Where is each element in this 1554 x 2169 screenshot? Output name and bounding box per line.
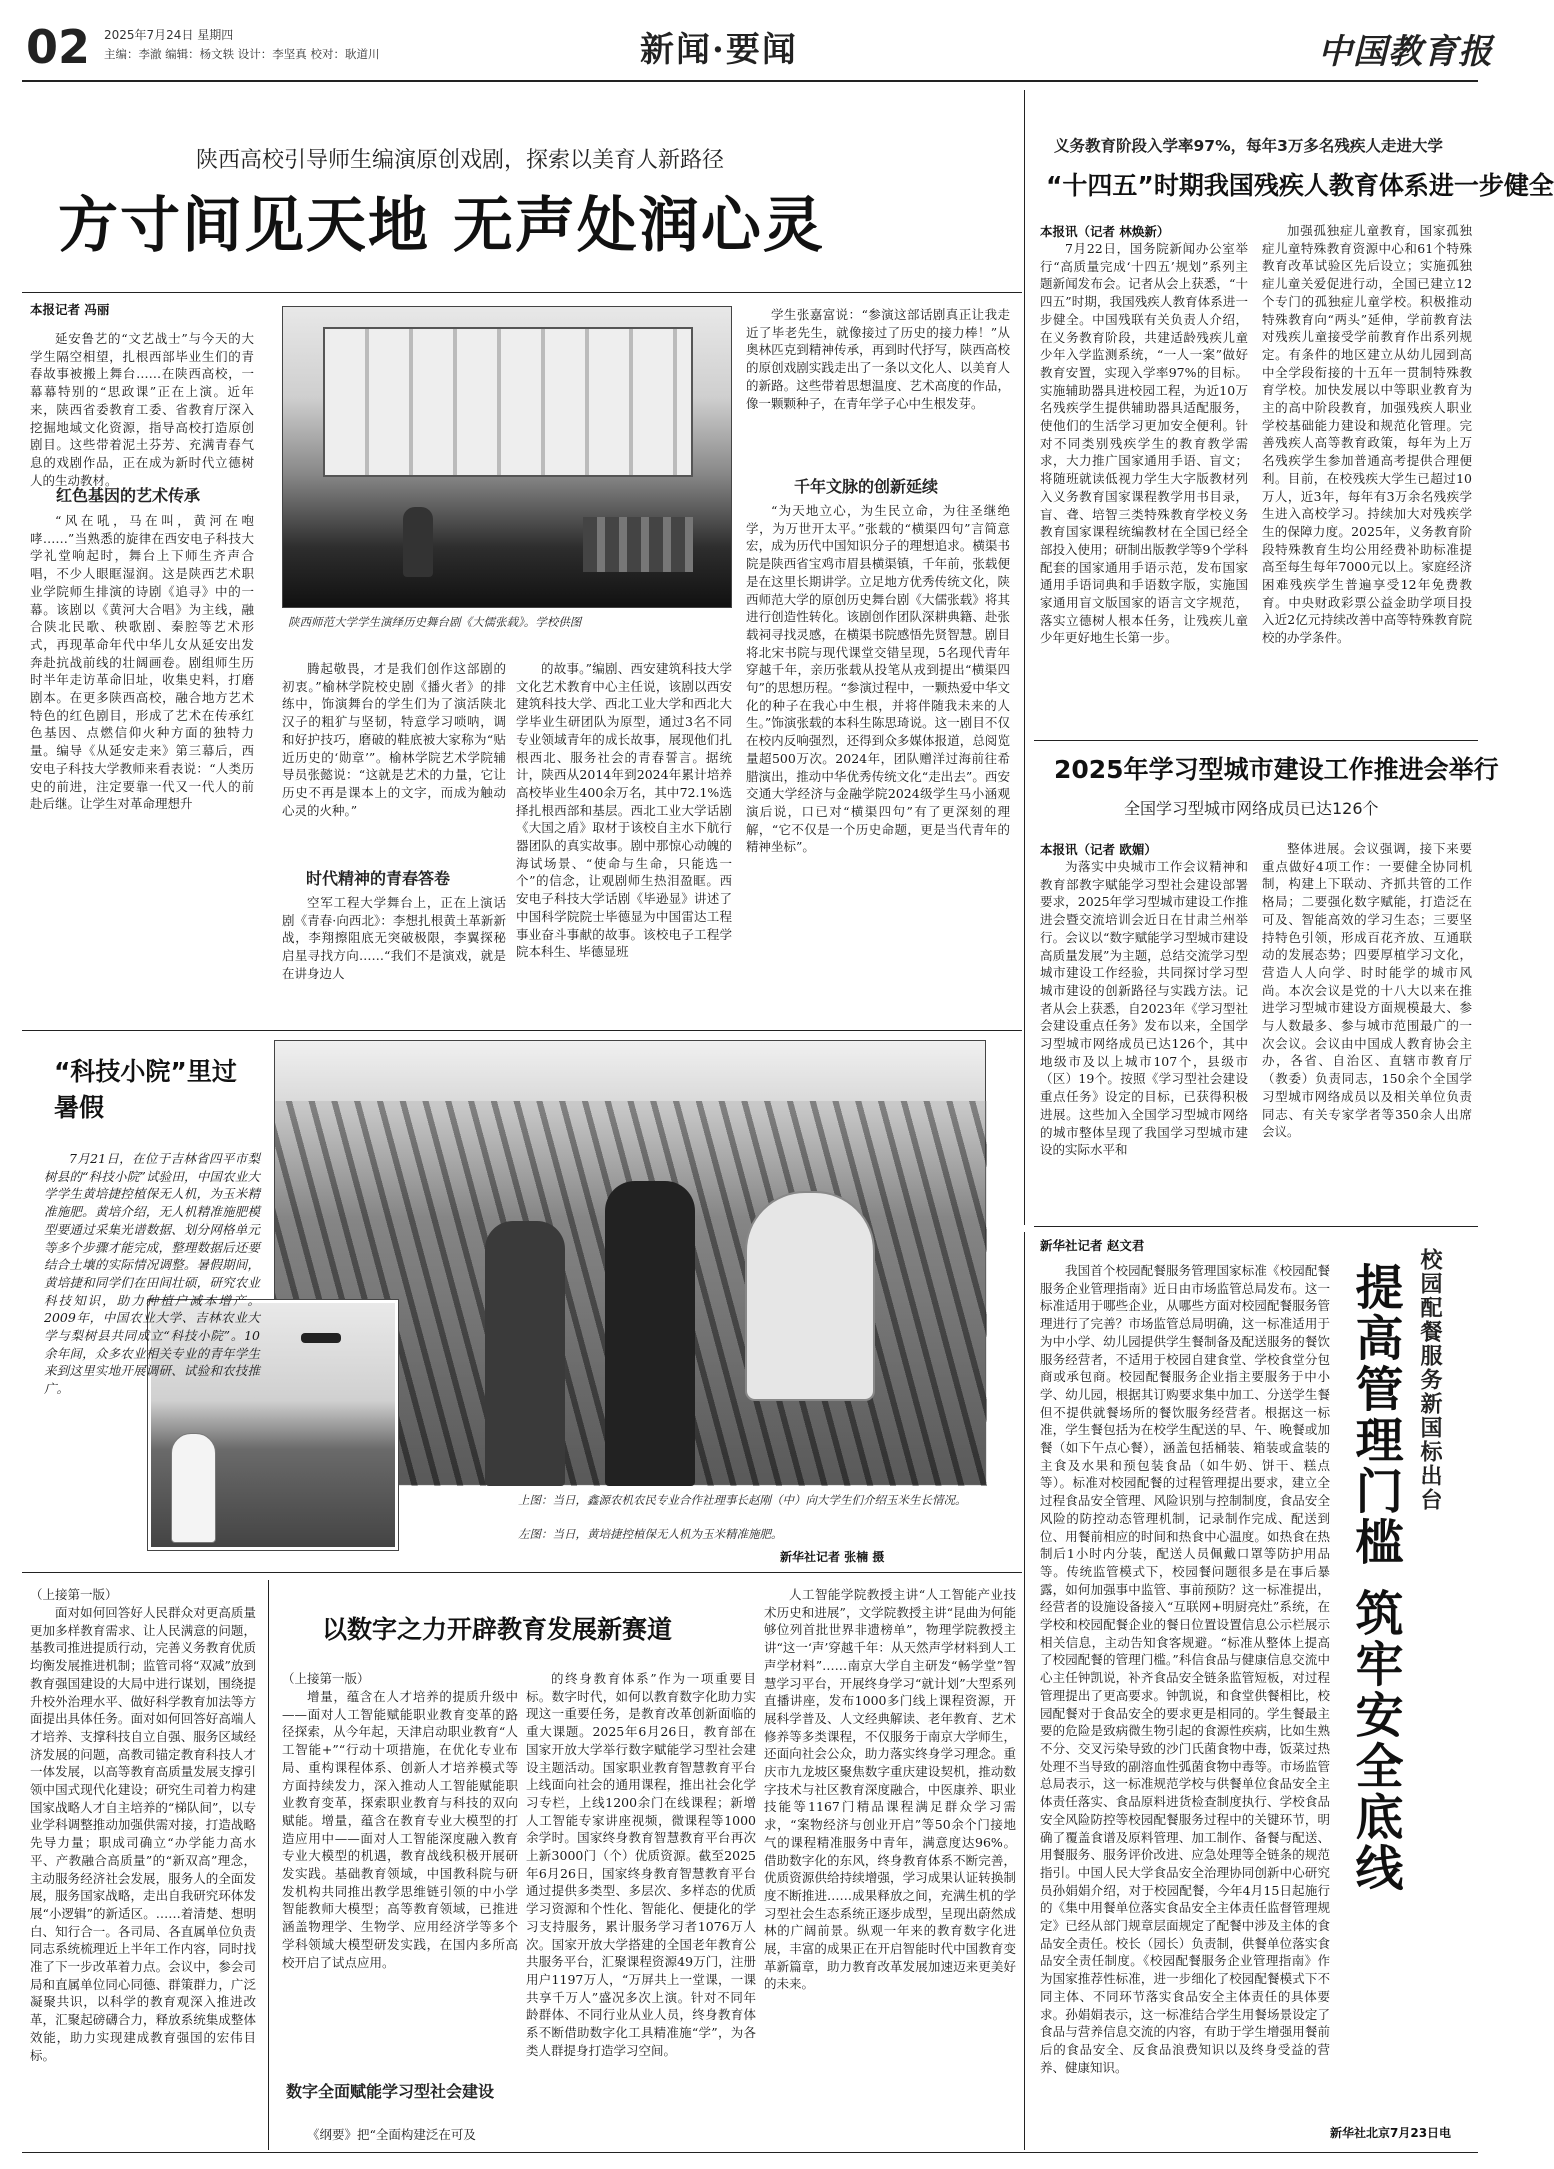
divider-bottom xyxy=(22,1572,1022,1573)
a6-headline: 以数字之力开辟教育发展新赛道 xyxy=(322,1615,673,1644)
a3-subhead: 全国学习型城市网络成员已达126个 xyxy=(1124,799,1379,818)
page-bottom-rule xyxy=(22,2152,1478,2153)
a6-sub-learning-society: 数字全面赋能学习型社会建设 xyxy=(286,2082,495,2101)
a1-sub-red-gene: 红色基因的艺术传承 xyxy=(56,486,201,505)
a1-sub-heritage: 千年文脉的创新延续 xyxy=(794,477,939,496)
a6-col3-text: 人工智能学院教授主讲“人工智能产业技术历史和进展”，文学院教授主讲“昆曲为何能够位列首批世界非遗榜单”，物理学院教授主讲“这一‘声’穿越千年：从天然声学材料到人工声学材料”……南京大学自主研发“畅学堂”智慧学习平台，开展终身学习“就计划”大型系列直播讲座，发布1000多门线上课程资源，开展科学普及、人文经典解读、老年教育、艺术修养等多类课程，不仅服务于南京大学师生，还面向社会公众，助力落实终身学习理念。重庆市九龙坡区聚焦数字重庆建设契机，推动数字技术与社区教育深度融合，中医康养、职业技能等1167门精品课程满足群众学习需求，“案物经济与创业开启”等50余个门接地气的课程精准服务中青年，满意度达96%。借助数字化的东风，终身教育体系不断完善，优质资源供给持续增强，学习成果认证转换制度不断推进……成果释放之间，充满生机的学习型社会生态系统正逐步成型，呈现出蔚然成林的广阔前景。纵观一年来的教育数字化进展，丰富的成果正在开启智能时代中国教育变革新篇章，助力教育改革发展加速迈来更美好的未来。 xyxy=(764,1587,1016,1992)
a7-body-text: 我国首个校园配餐服务管理国家标准《校园配餐服务企业管理指南》近日由市场监管总局发布。这一标准适用于哪些企业，从哪些方面对校园配餐服务管理进行了完善？市场监管总局明确，这一标准适用于为中小学、幼儿园提供学生餐制备及配送服务的餐饮服务经营者，不适用于校园自建食堂、学校食堂分包商或承包商。校园配餐服务企业指主要服务于中小学、幼儿园，根据其订购要求集中加工、分送学生餐但不提供就餐场所的餐饮服务经营者。根据这一标准，学生餐包括为在校学生配送的早、午、晚餐或加餐（如下午点心餐），涵盖包括桶装、箱装或盒装的主食及水果和预包装食品（如牛奶、饼干、糕点等）。标准对校园配餐的过程管理提出要求，建立全过程食品安全管理、风险识别与控制制度，食品安全风险的防控动态管理机制，记录制作完成、配送到位、用餐前相应的时间和热食中心温度。如热食在热制后1小时内分装，配送人员佩戴口罩等防护用品等。传统监管模式下，校园餐问题很多是在事后暴露，如何加强事中监管、事前预防？这一标准提出，经营者的设施设备接入“互联网+明厨亮灶”系统，在学校和校园配餐企业的餐日位置设置信息公示栏展示相关信息，主动告知食客规避。“标准从整体上提高了校园配餐的管理门槛。”科信食品与健康信息交流中心主任钟凯说，补齐食品安全链条监管短板，对过程管理提出了更高要求。钟凯说，和食堂供餐相比，校园配餐对于食品安全的要求更是相同的。学生餐最主要的危险是致病微生物引起的食源性疾病，比如生熟不分、交叉污染导致的沙门氏菌食物中毒，饭菜过热处理不当导致的副溶血性弧菌食物中毒等。市场监管总局表示，这一标准规范学校与供餐单位食品安全主体责任落实、食品原料进货检查制度执行、学校食品安全风险防控等校园配餐服务过程中的关键环节，明确了覆盖食谱及原料管理、加工制作、备餐与配送、用餐服务、服务评价改进、应急处理等全链条的规范指引。中国人民大学食品安全治理协同创新中心研究员孙娟娟介绍，对于校园配餐，今年4月15日起施行的《集中用餐单位落实食品安全主体责任监督管理规定》已经从部门规章层面规定了配餐中涉及主体的食品安全责任。校长（园长）负责制，供餐单位落实食品安全责任制度。《校园配餐服务企业管理指南》作为国家推荐性标准，进一步细化了校园配餐模式下不同主体、不同环节落实食品安全主体责任的具体要求。孙娟娟表示，这一标准结合学生用餐场景设定了食品与营养信息交流的内容，有助于学生增强用餐前后的食品安全、反食品浪费知识以及终身受益的营养、健康知识。 xyxy=(1040,1263,1330,2075)
a1-col4-text: 学生张嘉富说：“参演这部话剧真正让我走近了毕老先生，就像接过了历史的接力棒！”从奥林匹克到精神传承，再到时代抒写，陕西高校的原创戏剧实践走出了一条以文化人、以美育人的新路。这些带着思想温度、艺术高度的作品，像一颗颗种子，在青年学子心中生根发芽。 xyxy=(746,307,1010,411)
person-left xyxy=(485,1221,565,1486)
divider-right-mid xyxy=(1034,1226,1478,1227)
a1-byline: 本报记者 冯丽 xyxy=(30,302,110,317)
inset-person xyxy=(171,1433,216,1543)
drone-icon xyxy=(301,1333,341,1343)
divider-a2-a3 xyxy=(1034,740,1478,741)
stage-figure xyxy=(403,507,433,577)
a1-col1-text: 延安鲁艺的“文艺战士”与今天的大学生隔空相望，扎根西部毕业生们的青春故事被搬上舞台……在陕西高校，一幕幕特别的“思政课”正在上演。近年来，陕西省委教育工委、省教育厅深入挖掘地域文化资源，指导高校打造原创剧目。这些带着泥土芬芳、充满青春气息的戏剧作品，正在成为新时代立德树人的生动教材。 xyxy=(30,331,254,488)
a7-kicker: 校园配餐服务新国标出台 xyxy=(1417,1248,1442,1512)
a5-col1-text: 面对如何回答好人民群众对更高质量更加多样教育需求、让人民满意的问题，基教司推进提质行动，完善义务教育优质均衡发展推进机制；监管司将“双减”放到教育强国建设的大局中进行谋划，围绕提升校外治理水平、做好科学教育加法等方面提出具体任务。面对如何回答好高端人才培养、支撑科技自立自强、服务区域经济发展的问题，高教司锚定教育科技人才一体发展，以高等教育高质量发展支撑引领中国式现代化建设；研究生司着力构建国家战略人才自主培养的“梯队间”，以专业学科调整推动加强供需对接，打造战略先导力量；职成司确立“办学能力高水平、产教融合高质量”的“新双高”理念，主动服务经济社会发展，服务人的全面发展，服务国家战略，走出自我研究环体发展“小逻辑”的新适区。……着清楚、想明白、知行合一。各司局、各直属单位负责同志系统梳理近上半年工作内容，同时找准了下一步改革着力点。会议中，参会司局和直属单位同心同德、群策群力，广泛凝聚共识，以科学的教育观深入推进改革，汇聚起磅礴合力，释放系统集成整体效能，助力实现建成教育强国的宏伟目标。 xyxy=(30,1605,256,2063)
a4-body-text-cont xyxy=(44,1302,140,1546)
a1-kicker: 陕西高校引导师生编演原创戏剧，探索以美育人新路径 xyxy=(196,148,725,173)
a7-byline: 新华社记者 赵文君 xyxy=(1040,1238,1145,1253)
a1-headline: 方寸间见天地 无声处润心灵 xyxy=(58,191,825,261)
a1-stage-photo xyxy=(282,306,732,608)
a1-col2b-text: 空军工程大学舞台上，正在上演话剧《青春·向西北》：李想扎根黄土革新新战，李翔擦阻底无突破极限，李翼探秘启星寻找方向……“我们不是演戏，就是在讲身边人 xyxy=(282,895,506,981)
a2-col2-text: 加强孤独症儿童教育，国家孤独症儿童特殊教育资源中心和61个特殊教育改革试验区先后设立；实施孤独症儿童关爱促进行动，全国已建立12个专门的孤独症儿童学校。积极推动特殊教育向“两头”延伸，学前教育法对残疾儿童接受学前教育作出系列规定。有条件的地区建立从幼儿园到高中全学段衔接的十五年一贯制特殊教育学校。加快发展以中等职业教育为主的高中阶段教育，加强残疾人职业学校基础能力建设和规范化管理。完善残疾人高等教育政策，每年为上万名残疾学生参加普通高考提供合理便利。目前，在校残疾大学生已超过10万人，近3年，每年有3万余名残疾学生进入高校学习。持续加大对残疾学生的保障力度。2025年，义务教育阶段特殊教育生均公用经费补助标准提高至每生每年7000元以上。家庭经济困难残疾学生普遍享受12年免费教育。中央财政彩票公益金助学项目投入近2亿元持续改善中高等特殊教育院校的办学条件。 xyxy=(1262,223,1472,646)
divider-middle xyxy=(22,1030,1022,1031)
a4-photo-credit: 新华社记者 张楠 摄 xyxy=(780,1550,885,1564)
a1-sub-youth: 时代精神的青春答卷 xyxy=(306,869,451,888)
divider-vertical-bottom-2 xyxy=(1024,1232,1025,2150)
a1-rule xyxy=(22,292,1022,293)
a2-col1-text: 7月22日，国务院新闻办公室举行“高质量完成‘十四五’规划”系列主题新闻发布会。记者从会上获悉，“十四五”时期，我国残疾人教育体系进一步健全。中国残联有关负责人介绍，在义务教育阶段，共建适龄残疾儿童少年入学监测系统，“一人一案”做好教育安置，实现入学率97%的目标。实施辅助器具进校园工程，为近10万名残疾学生提供辅助器具适配服务，使他们的生活学习更加安全便利。针对不同类别残疾学生的教育教学需求，大力推广国家通用手语、盲文；将随班就读低视力学生大字版教材列入义务教育国家课程教学用书目录，盲、聋、培智三类特殊教育学校义务教育国家课程统编教材在全国已经全部投入使用；研制出版教学等9个学科配套的国家通用手语示范，发布国家通用手语词典和手语数字版，实施国家通用盲文版国家的语言文字规范，落实立德树人根本任务，让残疾儿童少年更好地生长第一步。 xyxy=(1040,241,1248,646)
person-hat xyxy=(745,1191,875,1401)
a3-col2-text: 整体进展。会议强调，接下来要重点做好4项工作：一要健全协同机制，构建上下联动、齐抓共管的工作格局；二要强化数字赋能，打造泛在可及、智能高效的学习生态；三要坚持特色引领，形成百花齐放、互通联动的发展态势；四要厚植学习文化，营造人人向学、时时能学的城市风尚。本次会议是党的十八大以来在推进学习型城市建设方面规模最大、参与人数最多、参与城市范围最广的一次会议。会议由中国成人教育协会主办，各省、自治区、直辖市教育厅（教委）负责同志，150余个全国学习型城市网络成员以及相关单位负责同志、有关专家学者等350余人出席会议。 xyxy=(1262,841,1472,1140)
a1-col4b-text: “为天地立心，为生民立命，为往圣继绝学，为万世开太平。”张载的“横渠四句”言简意宏，成为历代中国知识分子的理想追求。横渠书院是陕西省宝鸡市眉县横渠镇，千年前，张载便是在这里长期讲学。立足地方优秀传统文化，陕西师范大学的原创历史舞台剧《大儒张载》将其进行创造性转化。该剧创作团队深耕典籍、赴张载祠寻找灵感，在横渠书院感悟先贤智慧。剧目将北宋书院与现代课堂交错呈现，5名现代青年穿越千年，亲历张载从投笔从戎到提出“横渠四句”的思想历程。“参演过程中，一颗热爱中华文化的种子在我心中生根，并将伴随我未来的人生。”饰演张载的本科生陈思琦说。这一剧目不仅在校内反响强烈，还得到众多媒体报道，总阅览量超500万次。2024年，团队赠洋过海前往希腊演出，推动中华优秀传统文化“走出去”。西安交通大学经济与金融学院2024级学生马小涵观演后说，口已对“横渠四句”有了更深刻的理解，“它不仅是一个历史命题，更是当代青年的精神坐标”。 xyxy=(746,503,1010,855)
a5-continued: （上接第一版） xyxy=(30,1587,118,1602)
a6-continued: （上接第一版） xyxy=(282,1671,370,1686)
a4-headline: “科技小院”里过暑假 xyxy=(54,1057,237,1122)
staff-line: 主编：李澈 编辑：杨文轶 设计：李坚真 校对：耿道川 xyxy=(104,47,380,61)
a6-col1-text: 增量，蕴含在人才培养的提质升级中——面对人工智能赋能职业教育变革的路径探索，从今年起，天津启动职业教育“人工智能+”“行动十项措施，在优化专业布局、重构课程体系、创新人才培养模式等方面持续发力，深入推动人工智能赋能职业教育变革，探索职业教育与科技的双向赋能。增量，蕴含在教育专业大模型的打造应用中——面对人工智能深度融入教育专业大模型的机遇，教育战线积极开展研发实践。基础教育领域，中国教科院与研发机构共同推出教学思维链引领的中小学智能教师大模型；高等教育领域，已推进涵盖物理学、生物学、应用经济学等多个学科领域大模型研发实践，在国内多所高校开启了试点应用。 xyxy=(282,1689,518,1970)
a3-headline: 2025年学习型城市建设工作推进会举行 xyxy=(1054,755,1499,784)
a3-col1-text: 为落实中央城市工作会议精神和教育部教字赋能学习型社会建设部署要求，2025年学习型城市建设工作推进会暨交流培训会近日在甘肃兰州举行。会议以“数字赋能学习型城市建设高质量发展”为主题，总结交流学习型城市建设工作经验，共同探讨学习型城市建设的创新路径与实践方法。记者从会上获悉，自2023年《学习型社会建设重点任务》发布以来，全国学习型城市网络成员已达126个，其中地级市及以上城市107个，县级市（区）19个。按照《学习型社会建设重点任务》设定的目标，已获得积极进展。这些加入全国学习型城市网络的城市整体呈现了我国学习型城市建设的实际水平和 xyxy=(1040,859,1248,1158)
person-center xyxy=(605,1181,695,1486)
section-title: 新闻·要闻 xyxy=(640,30,798,70)
divider-vertical-bottom-1 xyxy=(268,1580,269,2150)
a4-body-text: 7月21日，在位于吉林省四平市梨树县的“科技小院”试验田，中国农业大学学生黄培捷控植保无人机，为玉米精准施肥。黄培介绍，无人机精准施肥模型要通过采集光谱数据、划分网格单元等多个步骤才能完成，整理数据后还要结合土壤的实际情况调整。暑假期间，黄培捷和同学们在田间壮硕，研究农业科技知识，助力种植户减本增产。2009年，中国农业大学、吉林农业大学与梨树县共同成立“科技小院”。10余年间，众多农业相关专业的青年学生来到这里实地开展调研、试验和农技推广。 xyxy=(44,1151,260,1397)
a6-col1b-text: 《纲要》把“全面构建泛在可及 xyxy=(307,2127,476,2142)
a1-photo-caption: 陕西师范大学学生演绎历史舞台剧《大儒张载》。学校供图 xyxy=(288,615,582,629)
a7-dateline: 新华社北京7月23日电 xyxy=(1330,2126,1452,2140)
a2-byline: 本报讯（记者 林焕新） xyxy=(1040,224,1170,239)
date-line: 2025年7月24日 星期四 xyxy=(104,28,234,42)
stage-backdrop xyxy=(323,327,693,477)
paper-logo: 中国教育报 xyxy=(1318,32,1493,72)
a4-caption-left: 左图：当日，黄培捷控植保无人机为玉米精准施肥。 xyxy=(518,1527,783,1541)
a7-headline: 提高管理门槛 筑牢安全底线 xyxy=(1347,1262,1403,1894)
stage-figures-group xyxy=(583,517,693,572)
page-number: 02 xyxy=(26,20,91,74)
a1-col1b-text: “风在吼，马在叫，黄河在咆哮……”当熟悉的旋律在西安电子科技大学礼堂响起时，舞台上下师生齐声合唱，不少人眼眶湿润。这是陕西艺术职业学院师生排演的诗剧《追寻》中的一幕。该剧以《黄河大合唱》为主线，融合陕北民歌、秧歌剧、秦腔等艺术形式，再现革命年代中华儿女从延安出发奔赴抗战前线的壮阔画卷。剧组师生历时半年走访革命旧址，收集史料，打磨剧本。在更多陕西高校，融合地方艺术特色的红色剧目，形成了艺术在传承红色基因、点燃信仰火种方面的独特力量。编导《从延安走来》第三幕后，西安电子科技大学教师来看表说：“人类历史的前进，注定要靠一代又一代人的前赴后继。让学生对革命理想升 xyxy=(30,513,254,812)
masthead-rule xyxy=(22,80,1478,82)
a3-byline: 本报讯（记者 欧媚） xyxy=(1040,842,1157,857)
divider-vertical-top xyxy=(1024,90,1025,1225)
a1-col2-text: 腾起敬畏，才是我们创作这部剧的初衷。”榆林学院校史剧《播火者》的排练中，饰演舞台的学生们为了演活陕北汉子的粗犷与坚韧，特意学习唢呐，调和好护技巧，磨破的鞋底被大家称为“贴近历史的‘勋章’”。榆林学院艺术学院辅导员张懿说：“这就是艺术的力量，它让历史不再是课本上的文字，而成为触动心灵的火种。” xyxy=(282,661,506,818)
a4-caption-top: 上图：当日，鑫源农机农民专业合作社理事长赵刚（中）向大学生们介绍玉米生长情况。 xyxy=(518,1493,967,1507)
a2-kicker: 义务教育阶段入学率97%，每年3万多名残疾人走进大学 xyxy=(1054,137,1443,155)
a1-col3-text: 的故事。”编剧、西安建筑科技大学文化艺术教育中心主任说，该剧以西安建筑科技大学、西北工业大学和西北大学毕业生研团队为原型，通过3名不同专业领域青年的成长故事，展现他们扎根西北、服务社会的青春誓言。据统计，陕西从2014年到2024年累计培养高校毕业生400余万名，其中72.1%选择扎根西部和基层。西北工业大学话剧《大国之盾》取材于该校自主水下航行器团队的真实故事。剧中那惊心动魄的海试场景、“使命与生命，只能选一个”的信念，让观剧师生热泪盈眶。西安电子科技大学话剧《毕逊显》讲述了中国科学院院士毕德显为中国雷达工程事业奋斗事献的故事。该校电子工程学院本科生、毕德显班 xyxy=(516,661,732,960)
a2-headline: “十四五”时期我国残疾人教育体系进一步健全 xyxy=(1046,171,1554,200)
a6-col2-text: 的终身教育体系”作为一项重要目标。数字时代，如何以教育数字化助力实现这一重要任务，是教育改革创新面临的重大课题。2025年6月26日，教育部在国家开放大学举行数字赋能学习型社会建设主题活动。国家职业教育智慧教育平台上线面向社会的通用课程，推出社会化学习专栏，上线1200余门在线课程；新增人工智能专家讲座视频，微课程等1000余学时。国家终身教育智慧教育平台再次上新3000门（个）优质资源。截至2025年6月26日，国家终身教育智慧教育平台通过提供多类型、多层次、多样态的优质学习资源和个性化、智能化、便捷化的学习支持服务，累计服务学习者1076万人次。国家开放大学搭建的全国老年教育公共服务平台，汇聚课程资源49万门，注册用户1197万人，“万屏共上一堂课，一课共享千万人”盛况多次上演。针对不同年龄群体、不同行业从业人员，终身教育体系不断借助数字化工具精准施“学”，为各类人群提身打造学习空间。 xyxy=(526,1671,756,2058)
masthead xyxy=(0,0,1500,80)
